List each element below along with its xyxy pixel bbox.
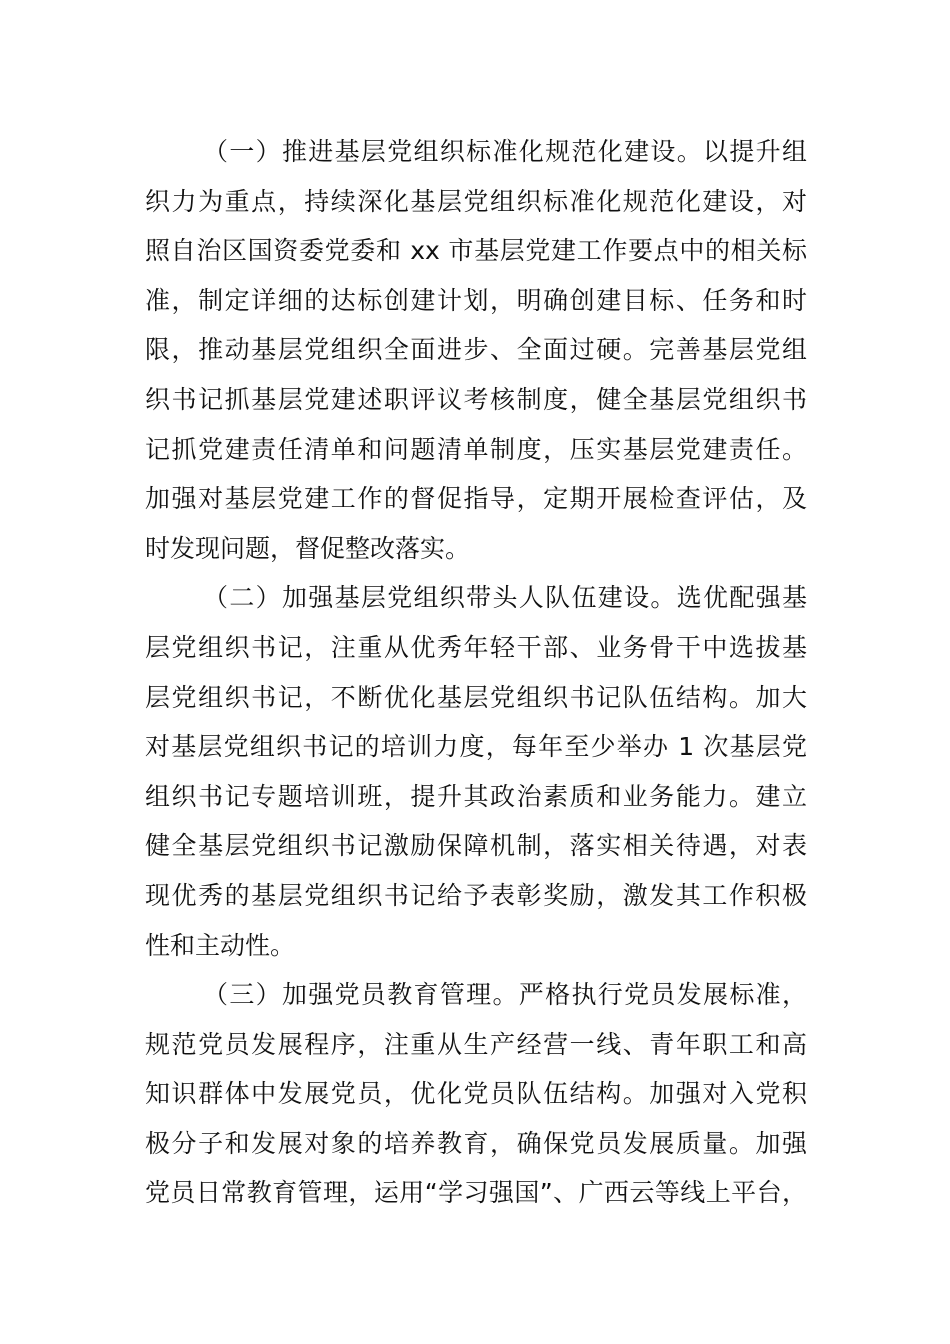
text-line: 织力为重点，持续深化基层党组织标准化规范化建设，对	[145, 186, 807, 216]
text-line: 知识群体中发展党员，优化党员队伍结构。加强对入党积	[145, 1079, 807, 1109]
text-line: 性和主动性。	[145, 930, 296, 960]
text-line: 层党组织书记，不断优化基层党组织书记队伍结构。加大	[145, 682, 807, 712]
text-line: 层党组织书记，注重从优秀年轻干部、业务骨干中选拔基	[145, 632, 807, 662]
text-line: 极分子和发展对象的培养教育，确保党员发展质量。加强	[145, 1128, 807, 1158]
paragraph-2	[145, 573, 807, 970]
text-line: 限，推动基层党组织全面进步、全面过硬。完善基层党组	[145, 335, 807, 365]
text-line: （三）加强党员教育管理。严格执行党员发展标准，	[203, 980, 807, 1010]
paragraph-1	[145, 127, 807, 573]
text-line: 健全基层党组织书记激励保障机制，落实相关待遇，对表	[145, 831, 807, 861]
text-line: （一）推进基层党组织标准化规范化建设。以提升组	[203, 137, 807, 166]
text-line: 党员日常教育管理，运用“学习强国”、广西云等线上平台，	[145, 1178, 807, 1208]
paragraph-3	[145, 970, 807, 1218]
text-line: 织书记抓基层党建述职评议考核制度，健全基层党组织书	[145, 384, 807, 414]
text-line: 时发现问题，督促整改落实。	[145, 533, 471, 563]
document-body	[145, 127, 807, 1218]
text-line: 对基层党组织书记的培训力度，每年至少举办 1 次基层党	[145, 732, 807, 762]
text-line: 加强对基层党建工作的督促指导，定期开展检查评估，及	[145, 484, 807, 514]
text-line: 组织书记专题培训班，提升其政治素质和业务能力。建立	[145, 781, 807, 811]
text-line: （二）加强基层党组织带头人队伍建设。选优配强基	[203, 583, 807, 613]
text-line: 照自治区国资委党委和 xx 市基层党建工作要点中的相关标	[145, 236, 807, 266]
text-line: 现优秀的基层党组织书记给予表彰奖励，激发其工作积极	[145, 880, 807, 910]
text-line: 规范党员发展程序，注重从生产经营一线、青年职工和高	[145, 1029, 807, 1059]
text-line: 准，制定详细的达标创建计划，明确创建目标、任务和时	[145, 285, 807, 315]
text-line: 记抓党建责任清单和问题清单制度，压实基层党建责任。	[145, 434, 807, 464]
